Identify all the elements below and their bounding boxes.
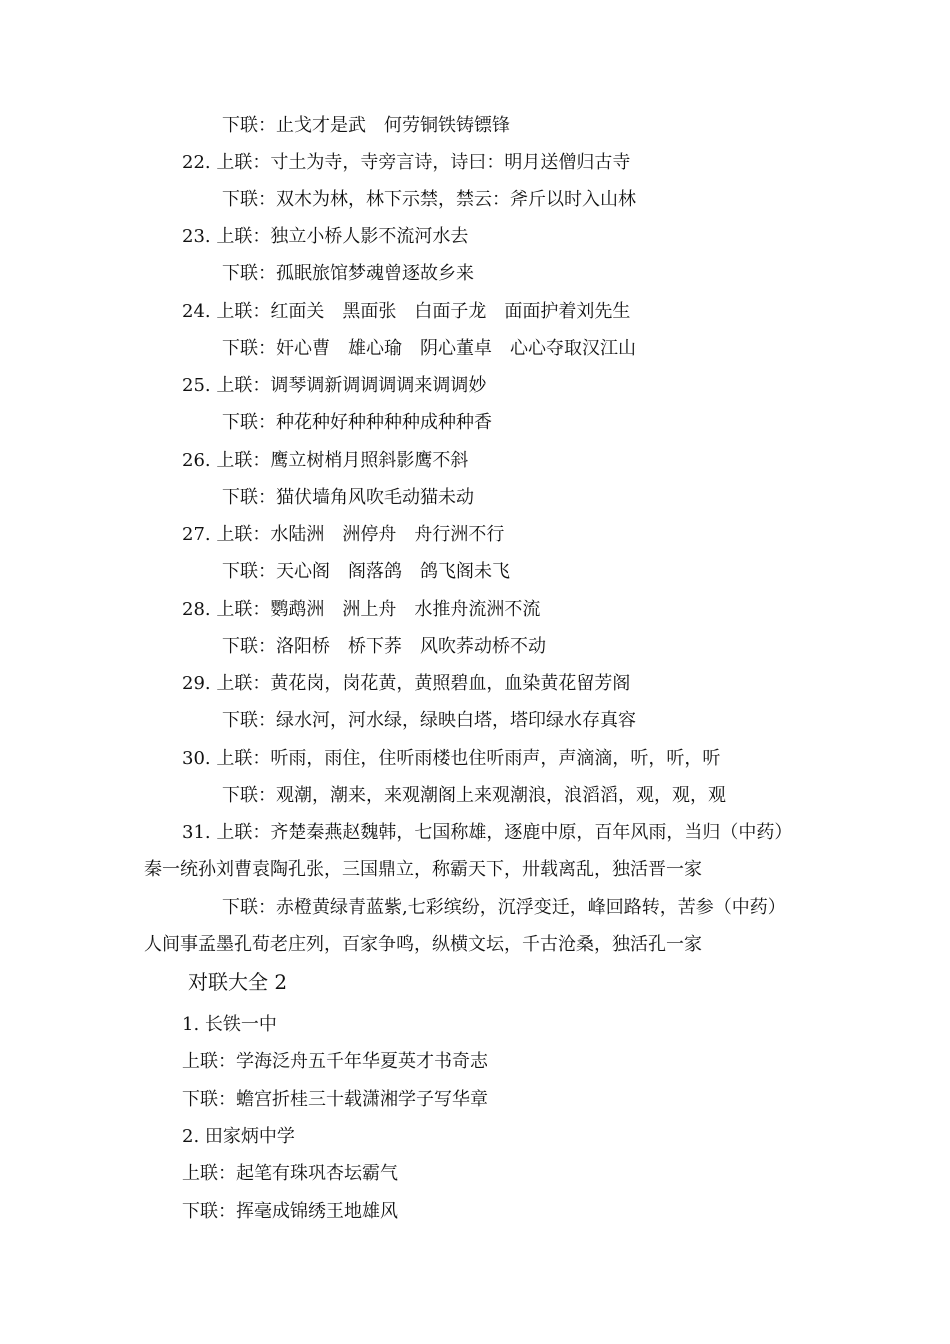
couplet-line: 31. 上联：齐楚秦燕赵魏韩，七国称雄，逐鹿中原，百年风雨，当归（中药） (182, 822, 793, 843)
couplet-line: 人间事孟墨孔荀老庄列，百家争鸣，纵横文坛，千古沧桑，独活孔一家 (144, 934, 702, 955)
couplet-line: 下联：双木为林，林下示禁，禁云：斧斤以时入山林 (222, 189, 636, 210)
couplet-line: 26. 上联：鹰立树梢月照斜影鹰不斜 (182, 450, 469, 471)
couplet-line: 24. 上联：红面关 黑面张 白面子龙 面面护着刘先生 (182, 301, 631, 322)
couplet-line: 秦一统孙刘曹袁陶孔张，三国鼎立，称霸天下，卅载离乱，独活晋一家 (144, 859, 702, 880)
couplet-line: 下联：挥毫成锦绣王地雄风 (182, 1201, 398, 1222)
couplet-line: 28. 上联：鹦鹉洲 洲上舟 水推舟流洲不流 (182, 599, 541, 620)
couplet-line: 下联：洛阳桥 桥下荞 风吹荞动桥不动 (222, 636, 546, 657)
couplet-line: 下联：止戈才是武 何劳铜铁铸镖锋 (222, 115, 510, 136)
couplet-line: 下联：天心阁 阁落鸽 鸽飞阁未飞 (222, 561, 510, 582)
couplet-line: 上联：起笔有珠巩杏坛霸气 (182, 1163, 398, 1184)
couplet-line: 上联：学海泛舟五千年华夏英才书奇志 (182, 1051, 488, 1072)
couplet-line: 下联：蟾宫折桂三十载潇湘学子写华章 (182, 1089, 488, 1110)
couplet-line: 下联：赤橙黄绿青蓝紫,七彩缤纷，沉浮变迁，峰回路转，苦参（中药） (222, 897, 786, 918)
couplet-line: 下联：绿水河，河水绿，绿映白塔，塔印绿水存真容 (222, 710, 636, 731)
couplet-line: 下联：奸心曹 雄心瑜 阴心董卓 心心夺取汉江山 (222, 338, 636, 359)
couplet-line: 29. 上联：黄花岗，岗花黄，黄照碧血，血染黄花留芳阁 (182, 673, 631, 694)
couplet-line: 22. 上联：寸土为寺，寺旁言诗，诗曰：明月送僧归古寺 (182, 152, 631, 173)
couplet-line: 25. 上联：调琴调新调调调调来调调妙 (182, 375, 487, 396)
couplet-line: 27. 上联：水陆洲 洲停舟 舟行洲不行 (182, 524, 505, 545)
couplet-line: 下联：猫伏墙角风吹毛动猫未动 (222, 487, 474, 508)
couplet-line: 下联：孤眠旅馆梦魂曾逐故乡来 (222, 263, 474, 284)
couplet-line: 23. 上联：独立小桥人影不流河水去 (182, 226, 469, 247)
couplet-line: 下联：种花种好种种种种成种种香 (222, 412, 492, 433)
school-item: 2. 田家炳中学 (182, 1126, 295, 1147)
couplet-line: 30. 上联：听雨，雨住，住听雨楼也住听雨声，声滴滴，听，听，听 (182, 748, 721, 769)
section-title: 对联大全 2 (188, 970, 288, 994)
couplet-line: 下联：观潮，潮来，来观潮阁上来观潮浪，浪滔滔，观，观，观 (222, 785, 726, 806)
school-item: 1. 长铁一中 (182, 1014, 277, 1035)
